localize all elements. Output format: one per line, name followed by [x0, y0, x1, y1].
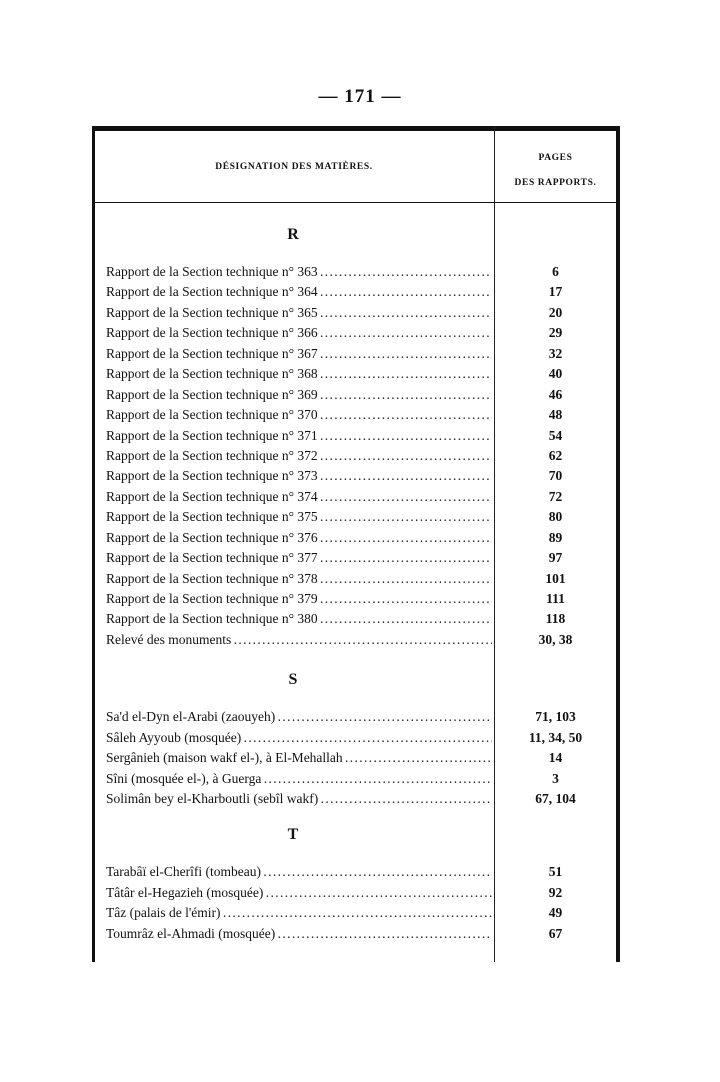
entry-pages: 29: [548, 325, 563, 341]
entry-pages: 80: [548, 509, 563, 525]
entry-label: Tarabâï el-Cherîfi (tombeau) . . .: [106, 862, 492, 882]
pages-header: [495, 146, 616, 196]
page-number: — 171 —: [318, 86, 402, 107]
entry-label: Sâleh Ayyoub (mosquée) . . .: [106, 728, 492, 748]
index-row: [106, 769, 612, 789]
entry-pages: 54: [548, 427, 563, 443]
table-right-rule: [616, 126, 620, 962]
index-table: [92, 126, 620, 962]
entry-label: Rapport de la Section technique n° 380 . . .: [106, 609, 492, 629]
entry-label: Toumrâz el-Ahmadi (mosquée) . . .: [106, 924, 492, 944]
entry-pages: 14: [548, 750, 563, 765]
pages-header-line2: DES RAPPORTS.: [514, 178, 597, 188]
designation-header: DÉSIGNATION DES MATIÈRES.: [215, 162, 373, 172]
entry-label: Rapport de la Section technique n° 370 . . .: [106, 405, 492, 425]
entry-pages: 17: [548, 284, 563, 300]
section-letter-r: R: [287, 226, 299, 243]
entry-label: Rapport de la Section technique n° 364 . . .: [106, 282, 492, 302]
entry-pages: 67: [548, 925, 563, 941]
section-letter-s: S: [288, 671, 298, 688]
index-row: [106, 487, 612, 507]
index-row: [106, 569, 612, 589]
index-row: [106, 728, 612, 748]
index-row: [106, 707, 612, 727]
entry-label: Rapport de la Section technique n° 366 . . .: [106, 323, 492, 343]
entry-label: Rapport de la Section technique n° 375 . . .: [106, 507, 492, 527]
entry-pages: 20: [548, 304, 563, 320]
entry-pages: 11, 34, 50: [528, 729, 583, 745]
entry-label: Relevé des monuments . . .: [106, 630, 492, 650]
entry-label: Rapport de la Section technique n° 365 . . .: [106, 303, 492, 323]
index-row: [106, 282, 612, 302]
entry-pages: 62: [548, 447, 563, 463]
index-row: [106, 903, 612, 923]
entry-label: Rapport de la Section technique n° 369 . . .: [106, 385, 492, 405]
index-row: [106, 507, 612, 527]
entry-label: Sergânieh (maison wakf el-), à El-Mehallah . . .: [106, 748, 492, 768]
index-row: [106, 446, 612, 466]
index-row: [106, 528, 612, 548]
index-row: [106, 924, 612, 944]
entry-label: Sîni (mosquée el-), à Guerga . . .: [106, 769, 492, 789]
entry-label: Rapport de la Section technique n° 377 . . .: [106, 548, 492, 568]
entry-pages: 70: [548, 468, 563, 484]
entry-pages: 3: [552, 770, 559, 786]
section-letter-t: T: [287, 826, 299, 843]
entry-label: Sa'd el-Dyn el-Arabi (zaouyeh) . . .: [106, 707, 492, 727]
entry-pages: 97: [548, 550, 563, 566]
entry-pages: 49: [548, 905, 563, 920]
entry-pages: 72: [548, 488, 563, 504]
entry-label: Rapport de la Section technique n° 372 . . .: [106, 446, 492, 466]
index-row: [106, 883, 612, 903]
index-row: [106, 323, 612, 343]
entry-label: Tâz (palais de l'émir) . . .: [106, 903, 492, 923]
entry-pages: 111: [546, 591, 565, 607]
entry-pages: 48: [548, 407, 563, 423]
index-row: [106, 630, 612, 650]
index-row: [106, 466, 612, 486]
index-row: [106, 405, 612, 425]
entry-pages: 30, 38: [538, 631, 573, 647]
table-top-rule: [92, 126, 620, 131]
index-row: [106, 862, 612, 882]
entry-label: Solimân bey el-Kharboutli (sebîl wakf) . . .: [106, 789, 492, 809]
entry-label: Tâtâr el-Hegazieh (mosquée) . . .: [106, 883, 492, 903]
pages-header-line1: PAGES: [538, 153, 573, 163]
entry-label: Rapport de la Section technique n° 378 . . .: [106, 569, 492, 589]
entry-pages: 71, 103: [535, 709, 576, 724]
entry-label: Rapport de la Section technique n° 373 . . .: [106, 466, 492, 486]
index-row: [106, 589, 612, 609]
index-row: [106, 385, 612, 405]
index-row: [106, 426, 612, 446]
entry-pages: 46: [548, 386, 563, 402]
index-row: [106, 748, 612, 768]
entry-pages: 118: [545, 611, 566, 627]
entry-label: Rapport de la Section technique n° 363 . . .: [106, 262, 492, 282]
entry-pages: 67, 104: [535, 791, 576, 806]
entry-pages: 32: [548, 345, 563, 361]
entry-label: Rapport de la Section technique n° 376 . . .: [106, 528, 492, 548]
entry-label: Rapport de la Section technique n° 367 . . .: [106, 344, 492, 364]
entry-pages: 40: [548, 366, 563, 382]
index-row: [106, 262, 612, 282]
index-row: [106, 364, 612, 384]
entry-pages: 89: [548, 529, 563, 545]
entry-pages: 101: [545, 570, 566, 586]
entry-label: Rapport de la Section technique n° 368 . . .: [106, 364, 492, 384]
entry-pages: 51: [548, 864, 563, 879]
header-rule: [92, 202, 620, 203]
index-row: [106, 344, 612, 364]
entry-label: Rapport de la Section technique n° 374 . . .: [106, 487, 492, 507]
entry-pages: 6: [552, 264, 559, 279]
entry-label: Rapport de la Section technique n° 371 . . .: [106, 426, 492, 446]
index-row: [106, 609, 612, 629]
entry-label: Rapport de la Section technique n° 379 . . .: [106, 589, 492, 609]
index-row: [106, 789, 612, 809]
entry-pages: 92: [548, 884, 563, 900]
index-row: [106, 548, 612, 568]
index-row: [106, 303, 612, 323]
